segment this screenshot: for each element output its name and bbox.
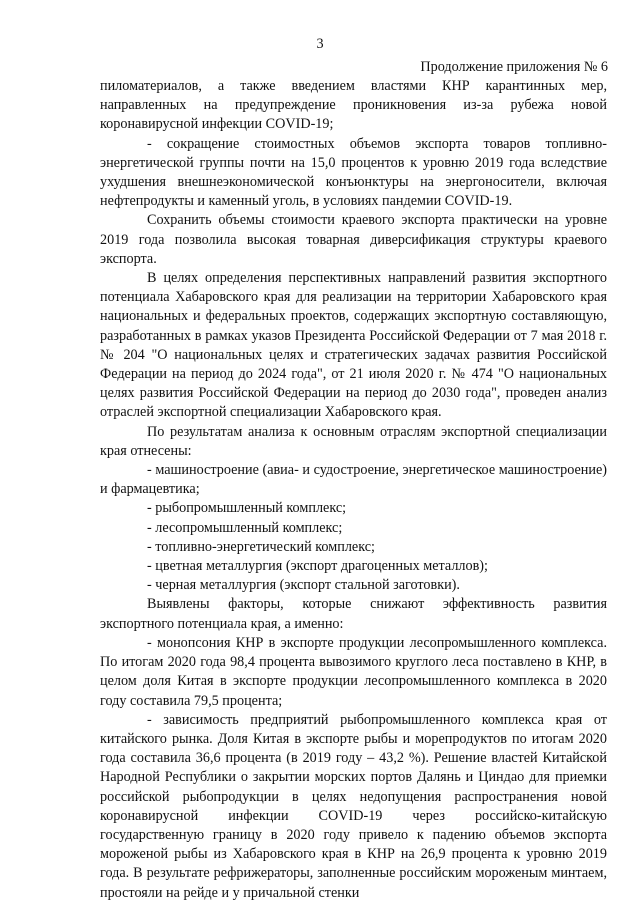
paragraph: Сохранить объемы стоимости краевого экспорта практически на уровне 2019 года позволила высокая товарная диверсификация структуры краевого экспорта.	[100, 212, 607, 267]
list-item: - рыбопромышленный комплекс;	[147, 500, 347, 517]
appendix-continuation-note: Продолжение приложения № 6	[420, 59, 608, 75]
list-item: - лесопромышленный комплекс;	[147, 519, 343, 536]
paragraph: - сокращение стоимостных объемов экспорта товаров топливно-энергетической группы почти на 15,0 процентов к уровню 2019 года вследствие ухудшения внешнеэкономической конъюнктуры на энергоносители, включая нефтепродукты и каменный уголь, в условиях пандемии COVID-19.	[100, 135, 607, 210]
paragraph: пиломатериалов, а также введением властями КНР карантинных мер, направленных на предупреждение проникновения из-за рубежа новой коронавирусной инфекции COVID-19;	[100, 78, 607, 133]
paragraph: По результатам анализа к основным отраслям экспортной специализации края отнесены:	[100, 423, 607, 459]
list-item: - зависимость предприятий рыбопромышленного комплекса края от китайского рынка. Доля Китая в экспорте рыбы и морепродуктов по итогам 2020 года составила 36,6 процента (в 2019 году – 43,2 %). Решение властей Китайской Народной Республики о закрытии морских портов Далянь и Циндао для приемки российской рыбопродукции в целях недопущения распространения новой коронавирусной инфекции COVID-19 через российско-китайскую государственную границу в 2020 году привело к падению объемов экспорта мороженой рыбы из Хабаровского края в КНР на 26,9 процента к уровню 2019 года. В результате рефрижераторы, заполненные российским мороженым минтаем, простояли на рейде и у причальной стенки	[100, 711, 607, 901]
list-item: - монопсония КНР в экспорте продукции лесопромышленного комплекса. По итогам 2020 года 98,4 процента вывозимого круглого леса поставлено в КНР, в целом доля Китая в экспорте продукции лесопромышленного комплекса в 2020 году составила 79,5 процента;	[100, 634, 607, 709]
paragraph: В целях определения перспективных направлений развития экспортного потенциала Хабаровского края для реализации на территории Хабаровского края национальных и федеральных проектов, содержащих экспортную составляющую, разработанных в рамках указов Президента Российской Федерации от 7 мая 2018 г. № 204 "О национальных целях и стратегических задачах развития Российской Федерации на период до 2024 года", от 21 июля 2020 г. № 474 "О национальных целях развития Российской Федерации на период до 2030 года", проведен анализ отраслей экспортной специализации Хабаровского края.	[100, 270, 607, 421]
page-number: 3	[316, 36, 324, 52]
list-item: - машиностроение (авиа- и судостроение, энергетическое машиностроение) и фармацевтика;	[100, 462, 607, 498]
body-text	[100, 77, 607, 903]
list-item: - топливно-энергетический комплекс;	[147, 538, 375, 555]
list-item: - черная металлургия (экспорт стальной заготовки).	[147, 577, 460, 594]
paragraph: Выявлены факторы, которые снижают эффективность развития экспортного потенциала края, а именно:	[100, 596, 607, 632]
list-item: - цветная металлургия (экспорт драгоценных металлов);	[147, 558, 488, 575]
